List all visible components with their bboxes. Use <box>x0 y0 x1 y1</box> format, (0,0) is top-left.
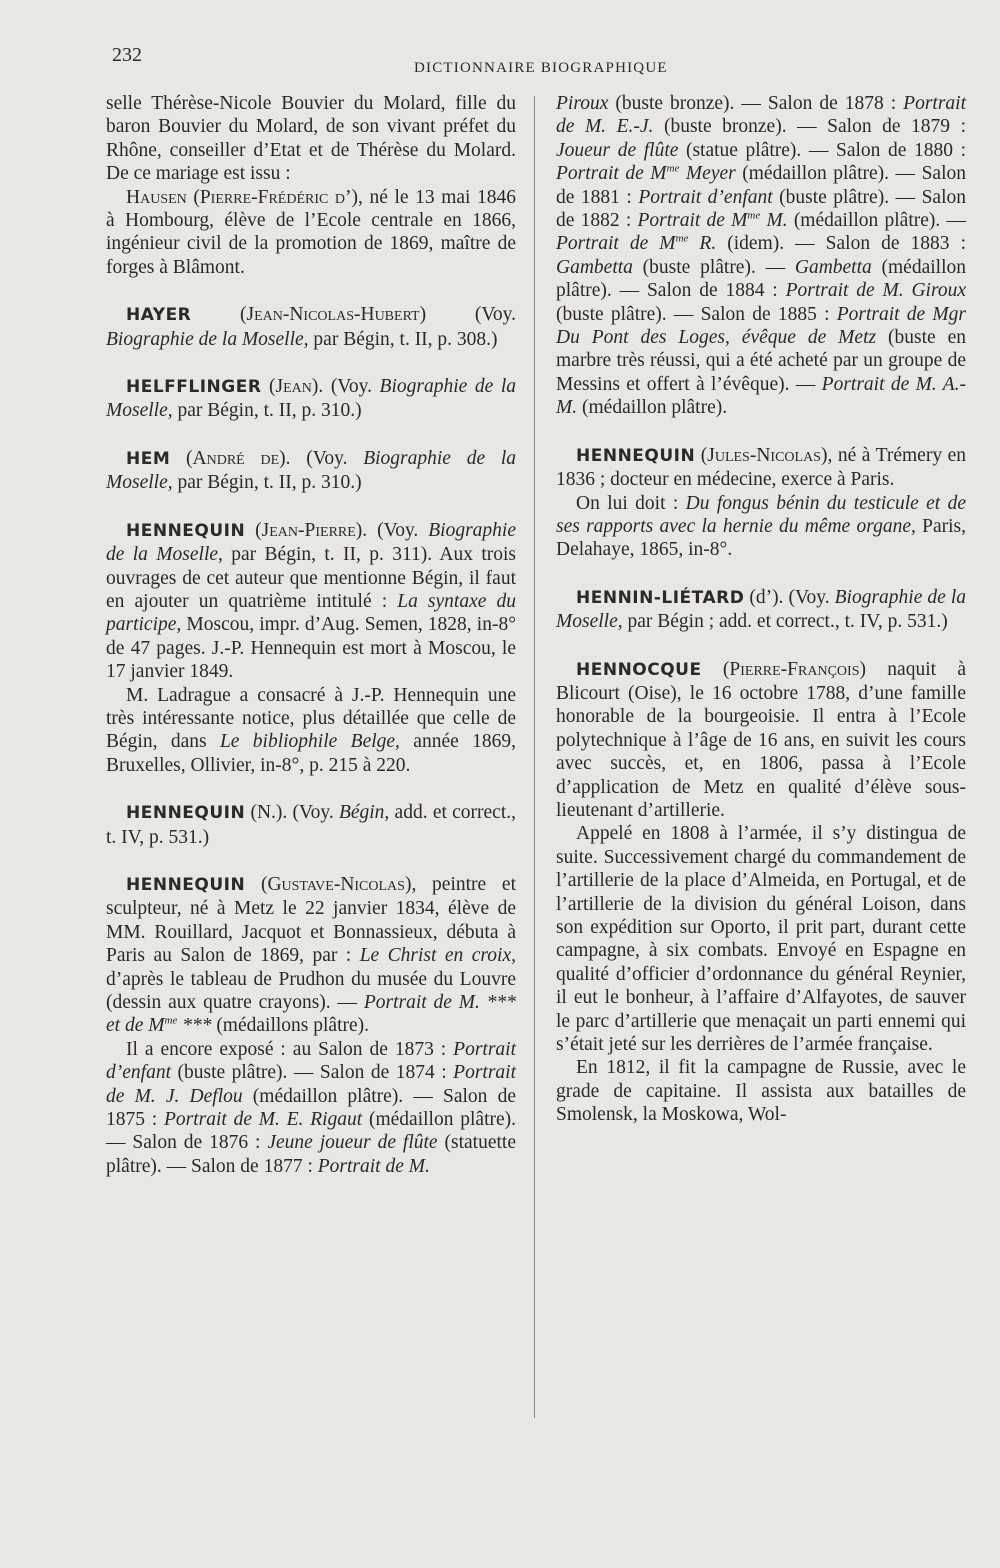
entry-hennocque <box>556 658 966 823</box>
text: Bégin, <box>338 802 390 824</box>
text: selle Thérèse-Nicole Bouvier du Molard, fille du baron Bouvier du Molard, de son vivant préfet du Rhône, conseiller d’Etat et de Thérèse du Molard. De ce mariage est issu : <box>106 93 516 185</box>
text: Portrait de M. E. Rigaut <box>163 1109 363 1131</box>
text: Portrait de M <box>637 210 748 232</box>
text: Gambetta <box>794 256 872 278</box>
text: On lui doit : <box>576 492 686 514</box>
text: (d’). <box>749 586 784 608</box>
entry-hennin-lietard <box>556 586 966 634</box>
text: Biographie de la Moselle, <box>106 328 309 350</box>
text: (Pierre-Frédéric d’) <box>193 186 359 208</box>
text: (Jean). <box>269 376 324 398</box>
text: Joueur de flûte <box>556 139 679 161</box>
text: Portrait de M <box>556 233 676 255</box>
text: , né à Trémery en 1836 ; docteur en médecine, exerce à Paris. <box>556 444 966 491</box>
text: (médaillon plâtre). — <box>787 210 966 232</box>
running-head: DICTIONNAIRE BIOGRAPHIQUE <box>414 60 668 76</box>
paragraph <box>556 1056 966 1126</box>
text: Appelé en 1808 à l’armée, il s’y distingua de suite. Successivement chargé du commandement de l’artillerie de la place d’Almeida, en Portugal, et de l’artillerie de la division du général Loison, dans son expédition sur Oporto, il prit part, durant cette campagne, à six combats. Envoyé en Espagne en qualité d’officier d’ordonnance du général Reynier, il eut le bonheur, à l’affaire d’Alfayotes, de sauver le parc d’artillerie que menaçait un parti ennemi qui s’était jeté sur les derrières de l’armée française. <box>556 823 966 1056</box>
text: (idem). — Salon de 1883 : <box>716 233 966 255</box>
text: (buste plâtre). — <box>632 256 795 278</box>
entry-hennequin-gustave-nicolas <box>106 873 516 1038</box>
paragraph <box>556 822 966 1056</box>
entry-hennequin-jules-nicolas <box>556 444 966 492</box>
text: Paris, Delahaye, 1865, in-8°. <box>556 515 967 561</box>
text: (statuette plâtre). — Salon de 1877 : <box>106 1132 516 1177</box>
text: me <box>164 1014 178 1027</box>
text: (Voy. <box>290 447 364 469</box>
text: par Bégin, t. II, p. 310.) <box>172 400 362 422</box>
text: (Jules-Nicolas) <box>700 444 828 466</box>
text: (N.). <box>250 802 288 824</box>
text: (Voy. <box>367 519 429 541</box>
text: Piroux <box>556 93 609 114</box>
text: Meyer <box>679 163 736 185</box>
text: R. <box>688 233 717 255</box>
entry-helfflinger <box>106 375 516 423</box>
paragraph <box>106 684 516 778</box>
text: (médaillons plâtre). <box>211 1015 370 1037</box>
text: (Jean-Pierre). <box>255 519 368 541</box>
text: (statue plâtre). — Salon de 1880 : <box>678 139 966 161</box>
text: add. et correct., t. IV, p. 531.) <box>106 802 517 848</box>
text: Portrait de M. <box>317 1155 430 1177</box>
text: (médaillon plâtre). — Salon de 1884 : <box>556 256 966 302</box>
text: Biographie de la Moselle, <box>106 447 517 494</box>
text: Jeune joueur de flûte <box>267 1132 438 1154</box>
text: (Voy. <box>323 376 380 398</box>
text: Portrait de M. A.-M. <box>556 373 966 419</box>
paragraph <box>106 92 516 186</box>
text: , né le 13 mai 1846 à Hombourg, élève de l’Ecole centrale en 1866, ingénieur civil de la promotion de 1869, maître de forges à Blâmont. <box>106 186 517 278</box>
text: année 1869, Bruxelles, Ollivier, in-8°, p. 215 à 220. <box>106 731 517 776</box>
text: (médaillon plâtre). <box>577 397 728 419</box>
headword: HENNEQUIN <box>126 803 246 824</box>
text: M. <box>760 210 788 232</box>
text: (Jean-Nicolas-Hubert) <box>240 304 427 326</box>
headword: HEM <box>126 448 171 469</box>
text: Du fongus bénin du testicule et de ses rapports avec la hernie du même organe, <box>556 492 966 537</box>
text: , peintre et sculpteur, né à Metz le 22 janvier 1834, élève de MM. Rouillard, Jacquot et Bonnassieux, débuta à Paris au Salon de 1869, par : <box>106 873 516 967</box>
page-number: 232 <box>112 44 142 66</box>
entry-hem <box>106 447 516 495</box>
text: Biographie de la Moselle, <box>106 376 516 422</box>
paragraph <box>106 186 516 280</box>
person-name: Hausen <box>126 186 187 208</box>
text: En 1812, il fit la campagne de Russie, avec le grade de capitaine. Il assista aux batailles de Smolensk, la Moskowa, Wol- <box>556 1057 966 1126</box>
text: (médaillon plâtre). — Salon de 1875 : <box>106 1085 516 1131</box>
text: Le Christ en croix, <box>359 945 516 967</box>
text: me <box>747 209 761 222</box>
text: (Voy. <box>783 586 835 608</box>
text: Portrait de M. *** et de M <box>106 992 516 1037</box>
text: Il a encore exposé : au Salon de 1873 : <box>126 1038 454 1060</box>
text: Portrait de M. J. Deflou <box>106 1062 516 1107</box>
headword: HENNIN-LIÉTARD <box>576 587 745 608</box>
headword: HENNEQUIN <box>126 520 246 541</box>
text: Portrait de M. E.-J. <box>556 93 966 138</box>
text: (médaillon plâtre). — Salon de 1876 : <box>106 1109 516 1154</box>
headword: HENNEQUIN <box>126 874 246 895</box>
text: Gambetta <box>556 256 633 278</box>
text: *** <box>177 1015 212 1037</box>
text: (André de). <box>186 447 291 469</box>
text: La syntaxe du participe, <box>106 590 516 636</box>
text: Portrait de M <box>556 163 667 185</box>
text: (Gustave-Nicolas) <box>260 873 412 895</box>
text: (Pierre-François) <box>722 658 866 680</box>
entry-hennequin-n <box>106 801 516 849</box>
text: (Voy. <box>426 304 516 326</box>
text: M. Ladrague a consacré à J.-P. Hennequin une très intéressante notice, plus détaillée que celle de Bégin, dans <box>106 684 516 753</box>
text: Moscou, impr. d’Aug. Semen, 1828, in-8° de 47 pages. J.-P. Hennequin est mort à Moscou, le 17 janvier 1849. <box>106 614 516 683</box>
paragraph <box>556 92 966 420</box>
text: Portrait de M. Giroux <box>785 280 967 302</box>
column-rule <box>534 96 535 1418</box>
entry-hayer <box>106 303 516 351</box>
right-column <box>556 92 966 1127</box>
entry-hennequin-jean-pierre <box>106 519 516 684</box>
text: Portrait de Mgr Du Pont des Loges, évêque de Metz <box>556 303 966 349</box>
text: (buste bronze). — Salon de 1879 : <box>653 116 966 138</box>
text: naquit à Blicourt (Oise), le 16 octobre 1788, d’une famille honorable de la bourgeoisie. Il entra à l’Ecole polytechnique à l’âge de 16 ans, en suivit les cours avec succès, et, en 1806, passa à l’Ecole d’application de Metz en qualité d’élève sous-lieutenant d’artillerie. <box>556 658 966 821</box>
headword: HAYER <box>126 305 192 326</box>
paragraph <box>106 1038 516 1178</box>
headword: HELFFLINGER <box>126 377 262 398</box>
text: (buste bronze). — Salon de 1878 : <box>608 93 904 114</box>
text: Le bibliophile Belge, <box>219 731 400 753</box>
text: (buste plâtre). — Salon de 1874 : <box>170 1062 454 1084</box>
text: d’après le tableau de Prudhon du musée du Louvre (dessin aux quatre crayons). — <box>106 968 516 1013</box>
text: (buste plâtre). — Salon de 1885 : <box>556 303 837 325</box>
text: (Voy. <box>287 802 339 824</box>
text: par Bégin ; add. et correct., t. IV, p. 531.) <box>622 611 948 633</box>
paragraph <box>556 492 966 562</box>
text: Biographie de la Moselle, <box>106 519 517 566</box>
text: me <box>675 232 689 245</box>
text: par Bégin, t. II, p. 308.) <box>308 328 498 350</box>
text: par Bégin, t. II, p. 311). Aux trois ouvrages de cet auteur que mentionne Bégin, il faut en ajouter un quatrième intitulé : <box>106 544 516 612</box>
text: Portrait d’enfant <box>638 186 773 208</box>
text: (buste plâtre). — Salon de 1882 : <box>556 186 966 232</box>
text: (médaillon plâtre). — Salon de 1881 : <box>556 163 966 208</box>
text: (buste en marbre très réussi, qui a été acheté par un groupe de Messins et offert à l’évêque). — <box>556 327 966 395</box>
left-column <box>106 92 516 1178</box>
headword: HENNOCQUE <box>576 659 702 680</box>
text: me <box>666 162 680 175</box>
text: Biographie de la Moselle, <box>556 586 966 633</box>
headword: HENNEQUIN <box>576 445 696 466</box>
text: Portrait d’enfant <box>106 1038 516 1084</box>
text: par Bégin, t. II, p. 310.) <box>172 472 362 494</box>
